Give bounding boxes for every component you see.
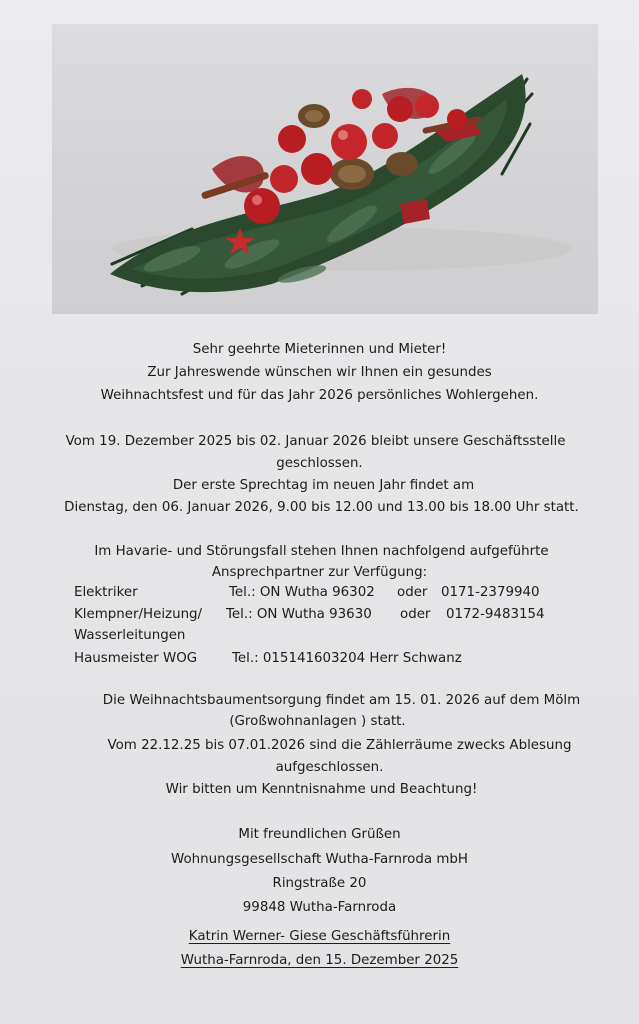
contact-tel-caretaker: Tel.: 015141603204 Herr Schwanz <box>232 651 462 666</box>
emergency-intro-2: Ansprechpartner zur Verfügung: <box>211 565 428 580</box>
contact-mobile-electrician: 0171-2379940 <box>441 585 540 600</box>
greeting-line-2: Weihnachtsfest und für das Jahr 2026 persönliches Wohlergehen. <box>100 388 539 403</box>
christmas-arrangement-photo <box>52 24 598 314</box>
company-name: Wohnungsgesellschaft Wutha-Farnroda mbH <box>171 852 468 867</box>
contact-mobile-plumber: 0172-9483154 <box>446 607 545 622</box>
contact-role-plumber: Klempner/Heizung/ <box>74 607 203 622</box>
notice-line-4: aufgeschlossen. <box>275 760 384 775</box>
contact-tel-plumber: Tel.: ON Wutha 93630 <box>226 607 372 622</box>
closure-line-4: Dienstag, den 06. Januar 2026, 9.00 bis 12.00 und 13.00 bis 18.00 Uhr statt. <box>64 500 579 515</box>
notice-line-5: Wir bitten um Kenntnisnahme und Beachtung! <box>165 782 478 797</box>
salutation: Sehr geehrte Mieterinnen und Mieter! <box>192 342 447 357</box>
letter-date: Wutha-Farnroda, den 15. Dezember 2025 <box>180 953 459 968</box>
company-city: 99848 Wutha-Farnroda <box>242 900 397 915</box>
notice-line-1: Die Weihnachtsbaumentsorgung findet am 15. 01. 2026 auf dem Mölm <box>102 693 581 708</box>
contact-role-caretaker: Hausmeister WOG <box>74 651 198 666</box>
christmas-arrangement-icon <box>52 24 598 314</box>
emergency-intro-1: Im Havarie- und Störungsfall stehen Ihnen nachfolgend aufgeführte <box>94 544 549 559</box>
contact-role-water: Wasserleitungen <box>74 628 186 643</box>
closure-line-2: geschlossen. <box>276 456 363 471</box>
contact-oder-plumber: oder <box>400 607 431 622</box>
notice-line-3: Vom 22.12.25 bis 07.01.2026 sind die Zählerräume zwecks Ablesung <box>107 738 572 753</box>
contact-oder-electrician: oder <box>397 585 428 600</box>
closure-line-1: Vom 19. Dezember 2025 bis 02. Januar 2026 bleibt unsere Geschäftsstelle <box>65 434 566 449</box>
greeting-line-1: Zur Jahreswende wünschen wir Ihnen ein gesundes <box>147 365 492 380</box>
contact-tel-electrician: Tel.: ON Wutha 96302 <box>229 585 375 600</box>
contact-role-electrician: Elektriker <box>74 585 138 600</box>
company-street: Ringstraße 20 <box>272 876 367 891</box>
closure-line-3: Der erste Sprechtag im neuen Jahr findet am <box>172 478 475 493</box>
closing-greeting: Mit freundlichen Grüßen <box>238 827 401 842</box>
notice-line-2: (Großwohnanlagen ) statt. <box>229 714 406 729</box>
manager-name: Katrin Werner- Giese Geschäftsführerin <box>188 929 451 944</box>
